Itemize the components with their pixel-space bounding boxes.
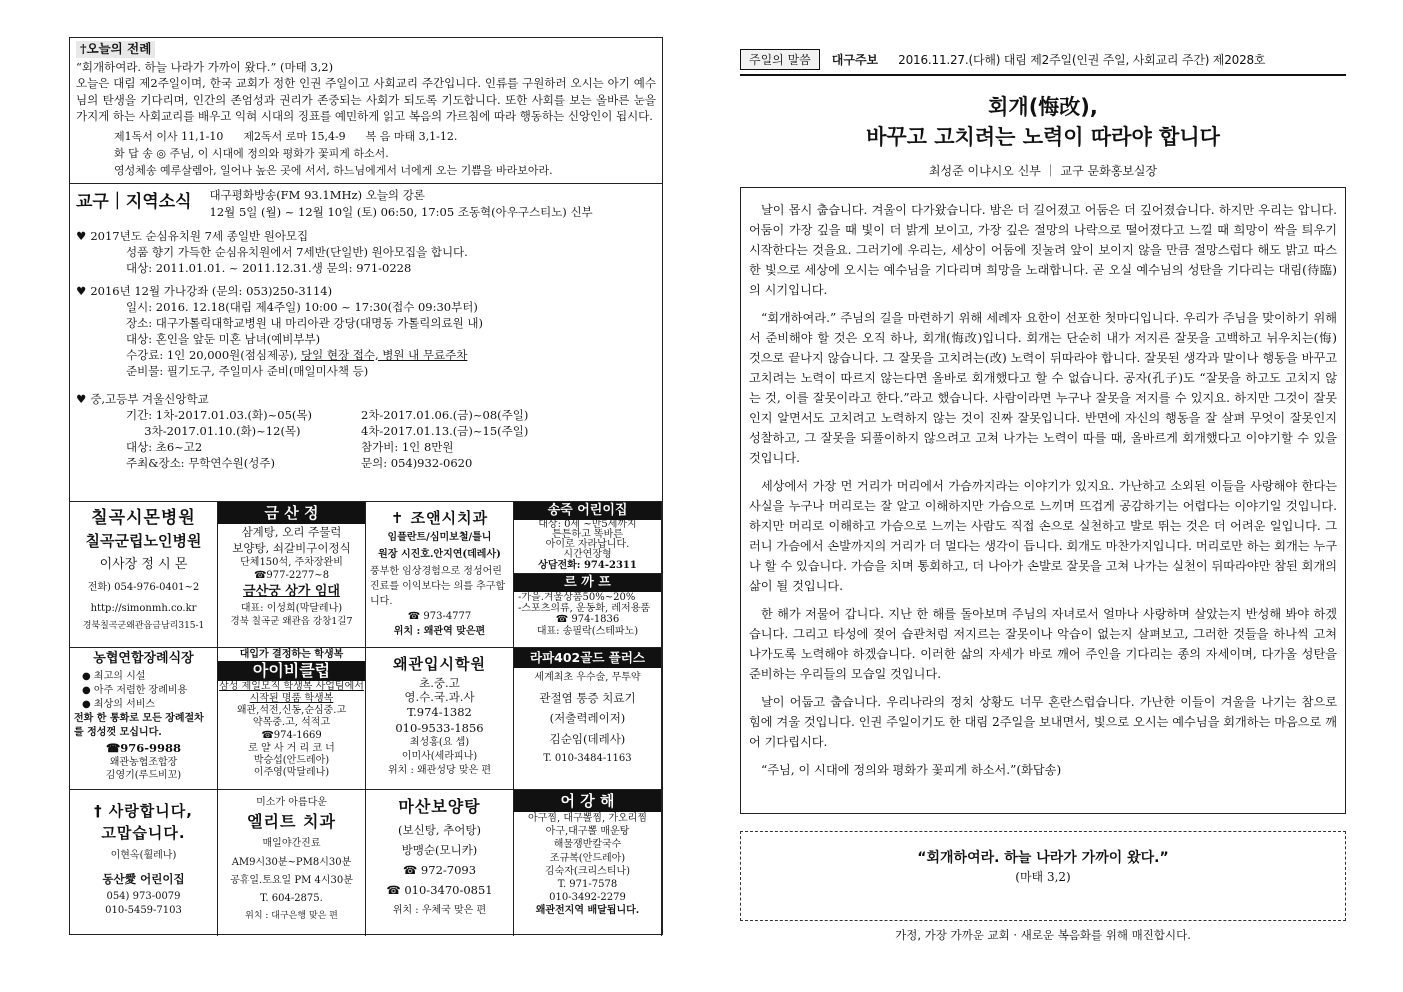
ad-line: 이미사(세라피나) (401, 751, 478, 762)
ad-line: 동산愛 어린이집 (102, 872, 185, 886)
ad-phone: 054) 973-0079 (106, 891, 181, 902)
ad-songjuk-kindergarten (514, 502, 662, 574)
ad-phone: T. 604-2875. (260, 893, 323, 904)
ad-line: 아구,대구뽈 매운탕 (545, 826, 630, 837)
ad-lecaf (514, 574, 662, 648)
ad-title: ✝ 조앤시치과 (390, 509, 489, 527)
ad-line: 시간연장형 (563, 549, 612, 560)
ad-line: 대입가 결정하는 학생복 (239, 649, 344, 660)
news-line: 대상: 혼인을 앞둔 미혼 남녀(예비부부) (126, 331, 321, 346)
ad-line: 김영기(루드비꼬) (105, 770, 182, 781)
ad-line: 관절염 통증 치료기 (539, 691, 636, 705)
bulletin-header (740, 44, 1346, 76)
ad-title: 아이비클럽 (218, 661, 365, 681)
news-item-kindergarten (76, 228, 656, 276)
ad-line: 단체150석, 주차장완비 (240, 557, 343, 568)
ad-address: 경북 칠곡군 왜관읍 강창1길7 (230, 616, 353, 627)
ad-title: 어 강 해 (514, 790, 661, 812)
ad-line: 삼성 제일모직 학생복 사업팀에서 시작된 명품 학생복 (219, 681, 364, 704)
ad-line: 금산궁 상가 임대 (243, 584, 340, 599)
fee-note: 당일 현장 접수, 병원 내 무료주차 (301, 347, 468, 362)
ad-line: 풍부한 임상경험으로 정성어린 진료를 이익보다는 의를 추구합니다. (370, 566, 506, 607)
news-item-cana-course (76, 283, 656, 379)
ad-title: 마산보양탕 (398, 797, 481, 816)
radio-line-2: 12월 5일 (월) ~ 12월 10일 (토) 06:50, 17:05 조동혁(아우구스티노) 신부 (209, 204, 593, 219)
ad-title: 르 까 프 (514, 574, 661, 592)
news-item-winter-school (76, 391, 656, 471)
ad-joanne-dental (366, 502, 514, 648)
ad-line: 영.수.국.과.사 (404, 690, 475, 704)
news-line: 2차-2017.01.06.(금)~08(주일) (361, 407, 529, 422)
ad-phone: ☎974-1669 (261, 730, 322, 741)
news-line: 대상: 2011.01.01. ~ 2011.12.31.생 문의: 971-0228 (126, 260, 412, 275)
ad-line: 공휴일.토요일 PM 4시30분 (230, 875, 353, 886)
ad-title: 칠곡시몬병원 (91, 508, 196, 528)
ad-line: 이사장 정 시 몬 (99, 557, 188, 572)
ad-line: (보신탕, 추어탕) (398, 823, 481, 837)
ad-phone: ☎ 974-1836 (555, 614, 620, 625)
footer-slogan: 가정, 가장 가까운 교회 · 새로운 복음화를 위해 매진합시다. (895, 928, 1191, 942)
ad-line: 왜관전지역 배달됩니다. (535, 905, 640, 916)
ad-line: 대표: 송필락(스테파노) (536, 626, 639, 637)
right-page (740, 44, 1346, 943)
callout-quote: “회개하여라. 하늘 나라가 가까이 왔다.” (917, 850, 1169, 866)
ad-title: 엘리트 치과 (247, 812, 336, 831)
title-line-2: 바꾸고 고치려는 노력이 따라야 합니다 (866, 125, 1220, 149)
ad-phone: ☎ 010-3470-0851 (386, 883, 493, 897)
ad-elite-dental (218, 790, 366, 936)
psalm: 화 답 송 ◎ 주님, 이 시대에 정의와 평화가 꽃피게 하소서. (114, 146, 389, 160)
ad-line: 세계최초 우수술, 무투약 (534, 672, 641, 683)
ad-line: 원장 시진호.안지연(데레사) (378, 549, 501, 560)
ad-phone: T. 010-3484-1163 (543, 753, 632, 764)
second-reading: 제2독서 로마 15,4-9 (243, 129, 346, 143)
ad-address: 위치 : 대구은행 맞은 편 (245, 911, 338, 921)
ad-eogangae (514, 790, 662, 936)
ad-phone: 010-3492-2279 (549, 892, 626, 903)
ad-address: 위치 : 왜관성당 맞은 편 (387, 765, 492, 776)
ad-line: 김순임(데레사) (549, 732, 626, 746)
fee-text: 수강료: 1인 20,000원(점심제공), (126, 347, 302, 362)
ad-line: AM9시30분~PM8시30분 (231, 857, 352, 868)
paragraph: “주님, 이 시대에 정의와 평화가 꽃피게 하소서.”(화답송) (761, 763, 1062, 777)
ad-phone: T. 971-7578 (557, 879, 618, 890)
issue-date: 2016.11.27.(다해) 대림 제2주일(인권 주일, 사회교리 주간) 제2028호 (898, 52, 1266, 67)
section-tag: 주일의 말씀 (740, 49, 820, 70)
ad-title: 송죽 어린이집 (514, 502, 661, 520)
ad-phone: 010-9533-1856 (395, 721, 484, 735)
news-line: 장소: 대구가톨릭대학교병원 내 마리아관 강당(대명동 가톨릭의료원 내) (126, 315, 483, 330)
paragraph: 세상에서 가장 먼 거리가 머리에서 가슴까지라는 이야기가 있지요. 가난하고 소외된 이들을 사랑해야 한다는 사실을 누구나 머리로는 잘 알고 이해하지만 가슴으로 느끼며 뜨겁게 공감하기는 어렵다는 이야기일 것입니다. 하지만 머리로 이해하고 가슴으로 느끼는 사람도 직접 손으로 실천하고 발로 뛰는 것은 더 어려운 일입니다. 그러니 가슴에서 손발까지의 거리가 더 멀다는 생각이 듭니다. 회개도 마찬가지입니다. 머리로만 하는 회개는 누구나 할 수 있습니다. 가슴을 치며 통회하고, 더 나아가 손발로 잘못을 고쳐 나가는 실천이 뒤따라야만 참된 회개의 삶이 될 것입니다. (749, 479, 1337, 593)
ad-line: 튼튼하고 똑바른 (552, 529, 623, 540)
news-item-heading: ♥ 중,고등부 겨울신앙학교 (76, 391, 656, 407)
ad-line: 최성홍(요 셉) (409, 737, 470, 748)
ad-line: 이주영(막달레나) (253, 767, 330, 778)
ad-title: † 사랑합니다, (94, 802, 193, 820)
liturgy-quote: “회개하여라. 하늘 나라가 가까이 왔다.” (마태 3,2) (76, 59, 334, 74)
ad-rafa402 (514, 648, 662, 790)
ad-line: 로 얄 사 거 리 코 너 (248, 743, 335, 754)
ad-line: 대상: 0세 ~만5세까지 (538, 519, 637, 530)
ad-line: 보양탕, 쇠갈비구이정식 (232, 541, 351, 555)
ad-phone: ☎976-9988 (105, 741, 182, 755)
ad-phone: 전화) 054-976-0401~2 (87, 582, 200, 593)
paragraph: 한 해가 저물어 갑니다. 지난 한 해를 돌아보며 주님의 자녀로서 얼마나 사랑하며 살았는지 반성해 봐야 하겠습니다. 그리고 타성에 젖어 습관처럼 저지르는 잘못이나 악습이 없는지 살펴보고, 그러한 것들을 하나씩 고쳐 나가도록 노력해야 하겠습니다. 이러한 삶의 자세가 바로 깨어 주인을 기다리는 종의 자세이며, 다가올 성탄을 준비하는 우리들의 모습일 것입니다. (749, 607, 1337, 681)
gospel-reading: 복 음 마태 3,1-12. (365, 129, 458, 143)
readings (114, 128, 656, 179)
news-line: 기간: 1차-2017.01.03.(화)~05(목) (126, 407, 312, 422)
first-reading: 제1독서 이사 11,1-10 (114, 129, 224, 143)
publication-name: 대구주보 (831, 52, 879, 67)
ad-line: -가을.겨울상품50%~20% (518, 592, 636, 603)
ad-phone: 010-5459-7103 (105, 905, 182, 916)
ad-address: 위치 : 왜관역 맞은편 (393, 626, 486, 637)
ad-line: 조규복(안드레아) (549, 853, 626, 864)
news-item-heading: ♥ 2017년도 순심유치원 7세 종일반 원아모집 (76, 228, 656, 244)
diocese-news-section (70, 184, 662, 474)
ad-line: 임플란트/심미보철/틀니 (387, 532, 492, 543)
ad-line: 대표: 이성희(막달레나) (240, 603, 343, 614)
ad-line: 해물쟁반칼국수 (553, 839, 622, 850)
ad-line: 왜관농협조합장 (109, 757, 178, 768)
ad-line: 김숙자(크리스티나) (544, 866, 631, 877)
ad-phone: ☎ 972-7093 (402, 863, 477, 877)
news-line: 4차-2017.01.13.(금)~15(주일) (361, 423, 529, 438)
ad-line: 초.중.고 (419, 676, 460, 690)
title-line-1: 회개(悔改), (988, 95, 1098, 119)
ad-line: ● 최고의 시설 (82, 671, 146, 682)
ad-geumsanjeong (218, 502, 366, 648)
left-page (69, 37, 663, 935)
ad-line: 왜관,석전,신동,순심중.고 (236, 705, 347, 716)
news-line: 주최&장소: 무학연수원(성주) (126, 455, 275, 470)
ad-line: 약목중.고, 석적고 (252, 717, 331, 728)
scripture-callout (740, 831, 1346, 921)
sermon-body (740, 187, 1346, 814)
ad-title: 라파402골드 플러스 (514, 648, 661, 668)
ad-line: 매일야간진료 (262, 838, 321, 849)
ad-line: 전화 한 통화로 모든 장례절차를 정성껏 모십니다. (74, 713, 204, 738)
ad-phone: ☎977-2277~8 (253, 570, 330, 581)
ad-line: 칠곡군립노인병원 (85, 532, 202, 550)
ad-line: 박승섭(안드레아) (253, 755, 330, 766)
liturgy-body: 오늘은 대림 제2주일이며, 한국 교회가 정한 인권 주일이고 사회교리 주간입니다. 인류를 구원하러 오시는 아기 예수님의 탄생을 기다리며, 인간의 존엄성과 권리가 존중되는 사회가 되도록 기도합니다. 또한 사회를 보는 올바른 눈을 가지게 하는 사회교리를 배우고 익혀 시대의 징표를 예민하게 읽고 복음의 가르침에 따라 행동하는 신앙인이 됩시다. (76, 76, 656, 123)
callout-reference: (마태 3,2) (1015, 870, 1071, 884)
news-item-heading: ♥ 2016년 12월 가나강좌 (문의: 053)250-3114) (76, 283, 656, 299)
ad-phone: T.974-1382 (407, 705, 472, 719)
liturgy-title: †오늘의 전례 (76, 41, 155, 58)
ad-phone: 상담전화: 974-2311 (538, 560, 637, 571)
ad-address: 경북칠곡군왜관읍금남리315-1 (82, 621, 205, 631)
news-line (126, 347, 656, 363)
sermon-title (740, 92, 1346, 152)
news-line: 문의: 054)932-0620 (361, 455, 473, 470)
paragraph: 날이 몹시 춥습니다. 겨울이 다가왔습니다. 밤은 더 길어졌고 어둠은 더 깊어졌습니다. 하지만 우리는 압니다. 어둠이 가장 깊을 때 빛이 더 밝게 보이고, 가장 깊은 절망의 나락으로 떨어졌다고 느낄 때 희망이 싹을 틔우기 시작한다는 것을요. 그러기에 우리는, 세상이 어둠에 짓눌려 앞이 보이지 않을 만큼 절망스럽다 해도 밝고 따스한 빛으로 세상에 오시는 예수님을 기다리며 희망을 노래합니다. 곧 오실 예수님의 성탄을 기다리는 대림(待臨)의 시기입니다. (749, 203, 1337, 297)
todays-liturgy-section (70, 38, 662, 179)
ad-line: ● 최상의 서비스 (82, 699, 156, 710)
ad-line: 방맹순(모니카) (401, 843, 478, 857)
paragraph: “회개하여라.” 주님의 길을 마련하기 위해 세례자 요한이 선포한 첫마디입니다. 우리가 주님을 맞이하기 위해서 준비해야 할 것은 오직 하나, 회개(悔改)입니다. 회개는 단순히 내가 저지른 잘못을 고백하고 뉘우치는(悔) 것으로 끝나지 않습니다. 그 잘못을 고치려는(改) 노력이 뒤따라야 합니다. 잘못된 생각과 말이나 행동을 바꾸고 고치려는 노력이 따르지 않는다면 올바로 회개했다고 할 수 없습니다. 공자(孔子)도 “잘못을 하고도 고치지 않는 것, 이를 잘못이라고 한다.”라고 했습니다. 사람이라면 누구나 잘못을 저지를 수 있지요. 하지만 그것이 잘못인지 알면서도 고치려고 노력하지 않는 것이 진짜 잘못입니다. 반면에 자신의 행동을 잘 살펴 무엇이 잘못인지 성찰하고, 그 잘못을 되풀이하지 않으려고 고쳐 나가는 노력이 따를 때, 올바르게 회개했다고 이야기할 수 있을 것입니다. (749, 311, 1337, 465)
ad-nonghyup-funeral (70, 648, 218, 790)
ad-line: 미소가 아름다운 (256, 797, 327, 808)
ad-title: 금 산 정 (218, 502, 365, 524)
ad-line: -스포츠의류, 운동화, 레저용품 (518, 603, 651, 614)
author-byline: 최성준 이냐시오 신부 ｜ 교구 문화홍보실장 (928, 164, 1158, 178)
ad-address: 위치 : 우체국 맞은 편 (392, 905, 487, 916)
ad-dongsan-kindergarten (70, 790, 218, 936)
radio-line-1: 대구평화방송(FM 93.1MHz) 오늘의 강론 (209, 187, 425, 202)
ad-line: 아이로 자라납니다. (545, 539, 630, 550)
news-line: 성품 향기 가득한 순심유치원에서 7세반(단일반) 원아모집을 합니다. (126, 244, 468, 259)
paragraph: 날이 어둡고 춥습니다. 우리나라의 정치 상황도 너무 혼란스럽습니다. 가난한 이들이 겨울을 나기는 참으로 힘에 겨울 것입니다. 인권 주일이기도 한 대림 2주일을 보내면서, 빛으로 오시는 예수님을 회개하는 마음으로 깨어 기다립시다. (749, 695, 1337, 749)
ads-grid (70, 501, 662, 935)
ad-title: 왜관입시학원 (393, 655, 486, 673)
ad-masan-boyangtang (366, 790, 514, 936)
ad-line: 아구찜, 대구뽈찜, 가오리찜 (528, 813, 647, 824)
ad-waegwan-academy (366, 648, 514, 790)
news-line: 3차-2017.01.10.(화)~12(목) (126, 423, 301, 438)
ad-ivy-club (218, 648, 366, 790)
news-line: 참가비: 1인 8만원 (361, 439, 454, 454)
ad-line: 삼계탕, 오리 주물럭 (241, 525, 342, 539)
ad-line: ● 아주 저렴한 장례비용 (82, 685, 188, 696)
ad-title: 고맙습니다. (101, 824, 186, 842)
communion-antiphon: 영성체송 예루살렘아, 일어나 높은 곳에 서서, 하느님에게서 너에게 오는 기쁨을 바라보아라. (114, 163, 553, 177)
ad-title: 농협연합장례식장 (93, 651, 194, 666)
news-line: 일시: 2016. 12.18(대림 제4주일) 10:00 ~ 17:30(접수 09:30부터) (126, 299, 478, 314)
ad-phone: ☎ 973-4777 (407, 611, 472, 622)
news-line: 준비물: 필기도구, 주일미사 준비(매일미사책 등) (126, 363, 369, 378)
news-title: 교구｜지역소식 (76, 191, 192, 212)
ad-simon-hospital (70, 502, 218, 648)
ad-line: 이현옥(휠레나) (110, 850, 177, 861)
ad-url: http://simonmh.co.kr (90, 603, 197, 614)
news-line: 대상: 초6~고2 (126, 439, 203, 454)
ad-line: (저출력레이저) (549, 711, 626, 725)
